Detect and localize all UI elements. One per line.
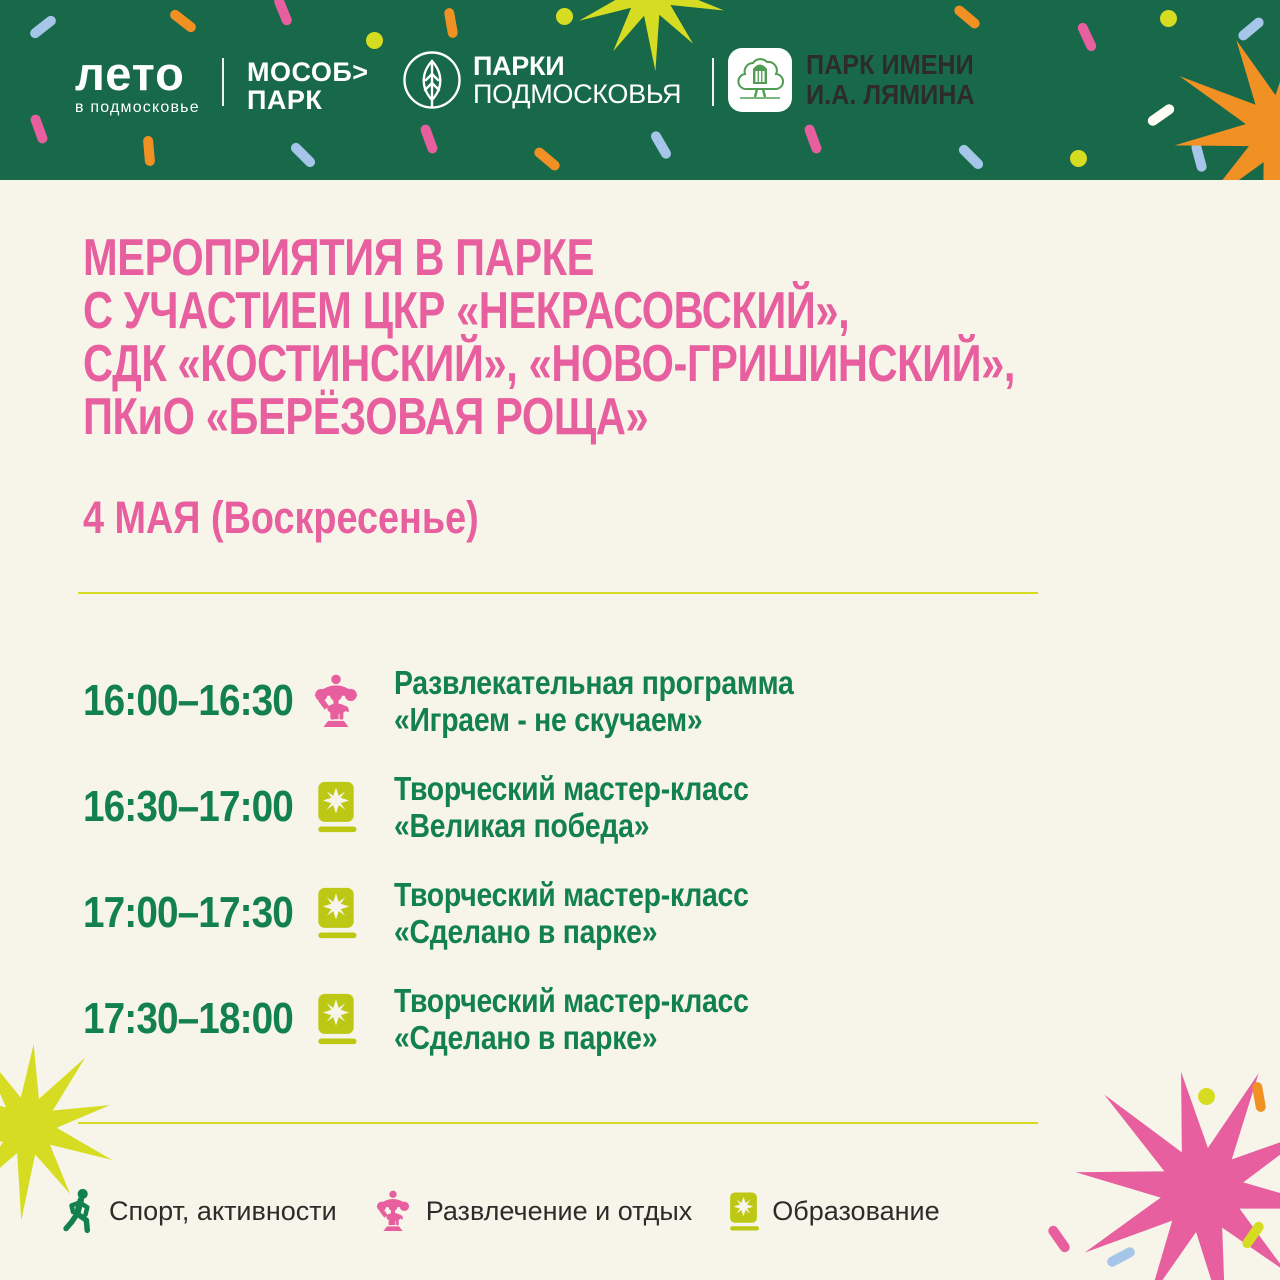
confetti-dot [1070, 150, 1087, 167]
event-title-line: «Играем - не скучаем» [394, 701, 703, 738]
event-time: 16:30–17:00 [83, 782, 293, 831]
date-heading: 4 МАЯ (Воскресенье) [83, 492, 479, 543]
carousel-icon [310, 673, 362, 729]
title-line: МЕРОПРИЯТИЯ В ПАРКЕ [83, 229, 594, 287]
event-title-line: Творческий мастер-класс [394, 770, 749, 807]
lyamin-logo-line2: И.А. ЛЯМИНА [806, 79, 975, 110]
event-time: 17:30–18:00 [83, 994, 293, 1043]
book-icon [315, 886, 357, 940]
schedule-row [0, 860, 1280, 966]
legend-label: Образование [772, 1195, 940, 1226]
parki-logo-line1: ПАРКИ [473, 51, 565, 81]
confetti-bar [803, 123, 823, 155]
confetti-bar [1076, 21, 1098, 52]
confetti-dot [1198, 1088, 1215, 1105]
event-time: 16:00–16:30 [83, 676, 293, 725]
event-title-line: «Сделано в парке» [394, 913, 658, 950]
leto-logo-title: лето [75, 47, 185, 100]
event-title-line: «Сделано в парке» [394, 1019, 658, 1056]
legend [62, 1188, 940, 1234]
confetti-bar [443, 7, 458, 38]
mosobpark-logo-line1: МОСОБ> [247, 57, 369, 87]
leaf-circle-icon [402, 50, 462, 110]
confetti-bar [289, 141, 317, 169]
confetti-bar [29, 113, 49, 145]
logo-divider [222, 58, 224, 106]
legend-item-education [728, 1191, 939, 1232]
book-icon [728, 1191, 759, 1232]
legend-label: Развлечение и отдых [425, 1195, 693, 1226]
mosobpark-logo-line2: ПАРК [247, 85, 323, 115]
confetti-bar [532, 146, 561, 173]
park-lyamin-logo [728, 48, 993, 112]
lyamin-logo-line1: ПАРК ИМЕНИ [806, 49, 974, 80]
confetti-bar [273, 0, 294, 27]
event-title-line: «Великая победа» [394, 807, 650, 844]
page-title [83, 229, 1248, 446]
event-title [394, 876, 749, 950]
parki-podmoskovya-logo [402, 50, 681, 110]
carousel-icon [373, 1189, 413, 1233]
confetti-bar [168, 8, 198, 34]
confetti-bar [649, 130, 673, 161]
book-icon [315, 992, 357, 1046]
event-time: 17:00–17:30 [83, 888, 293, 937]
divider-line-bottom [78, 1122, 1038, 1124]
title-line: СДК «КОСТИНСКИЙ», «НОВО-ГРИШИНСКИЙ», [83, 335, 1016, 393]
parki-logo-line2: ПОДМОСКОВЬЯ [473, 79, 682, 109]
logo-divider [712, 58, 714, 106]
divider-line-top [78, 592, 1038, 594]
starburst-decoration [1142, 0, 1280, 180]
confetti-dot [366, 32, 383, 49]
book-icon [315, 780, 357, 834]
mosobpark-logo [247, 58, 369, 114]
schedule-row [0, 754, 1280, 860]
title-line: С УЧАСТИЕМ ЦКР «НЕКРАСОВСКИЙ», [83, 282, 850, 340]
event-title [394, 982, 749, 1056]
confetti-bar [952, 4, 981, 31]
title-line: ПКиО «БЕРЁЗОВАЯ РОЩА» [83, 388, 649, 446]
leto-v-podmoskovye-logo [75, 47, 200, 117]
event-title-line: Творческий мастер-класс [394, 876, 749, 913]
leto-logo-subtitle: в подмосковье [75, 99, 200, 116]
confetti-bar [28, 14, 58, 40]
schedule-row [0, 648, 1280, 754]
legend-label: Спорт, активности [109, 1195, 337, 1226]
legend-item-entertainment [373, 1189, 693, 1233]
confetti-bar [143, 136, 156, 167]
confetti-bar [419, 123, 439, 155]
schedule-list [0, 648, 1280, 1072]
tree-badge-icon [728, 48, 792, 112]
event-title-line: Развлекательная программа [394, 664, 794, 701]
confetti-bar [957, 143, 985, 171]
event-title [394, 664, 794, 738]
header-band [0, 0, 1280, 180]
event-title [394, 770, 749, 844]
event-title-line: Творческий мастер-класс [394, 982, 749, 1019]
